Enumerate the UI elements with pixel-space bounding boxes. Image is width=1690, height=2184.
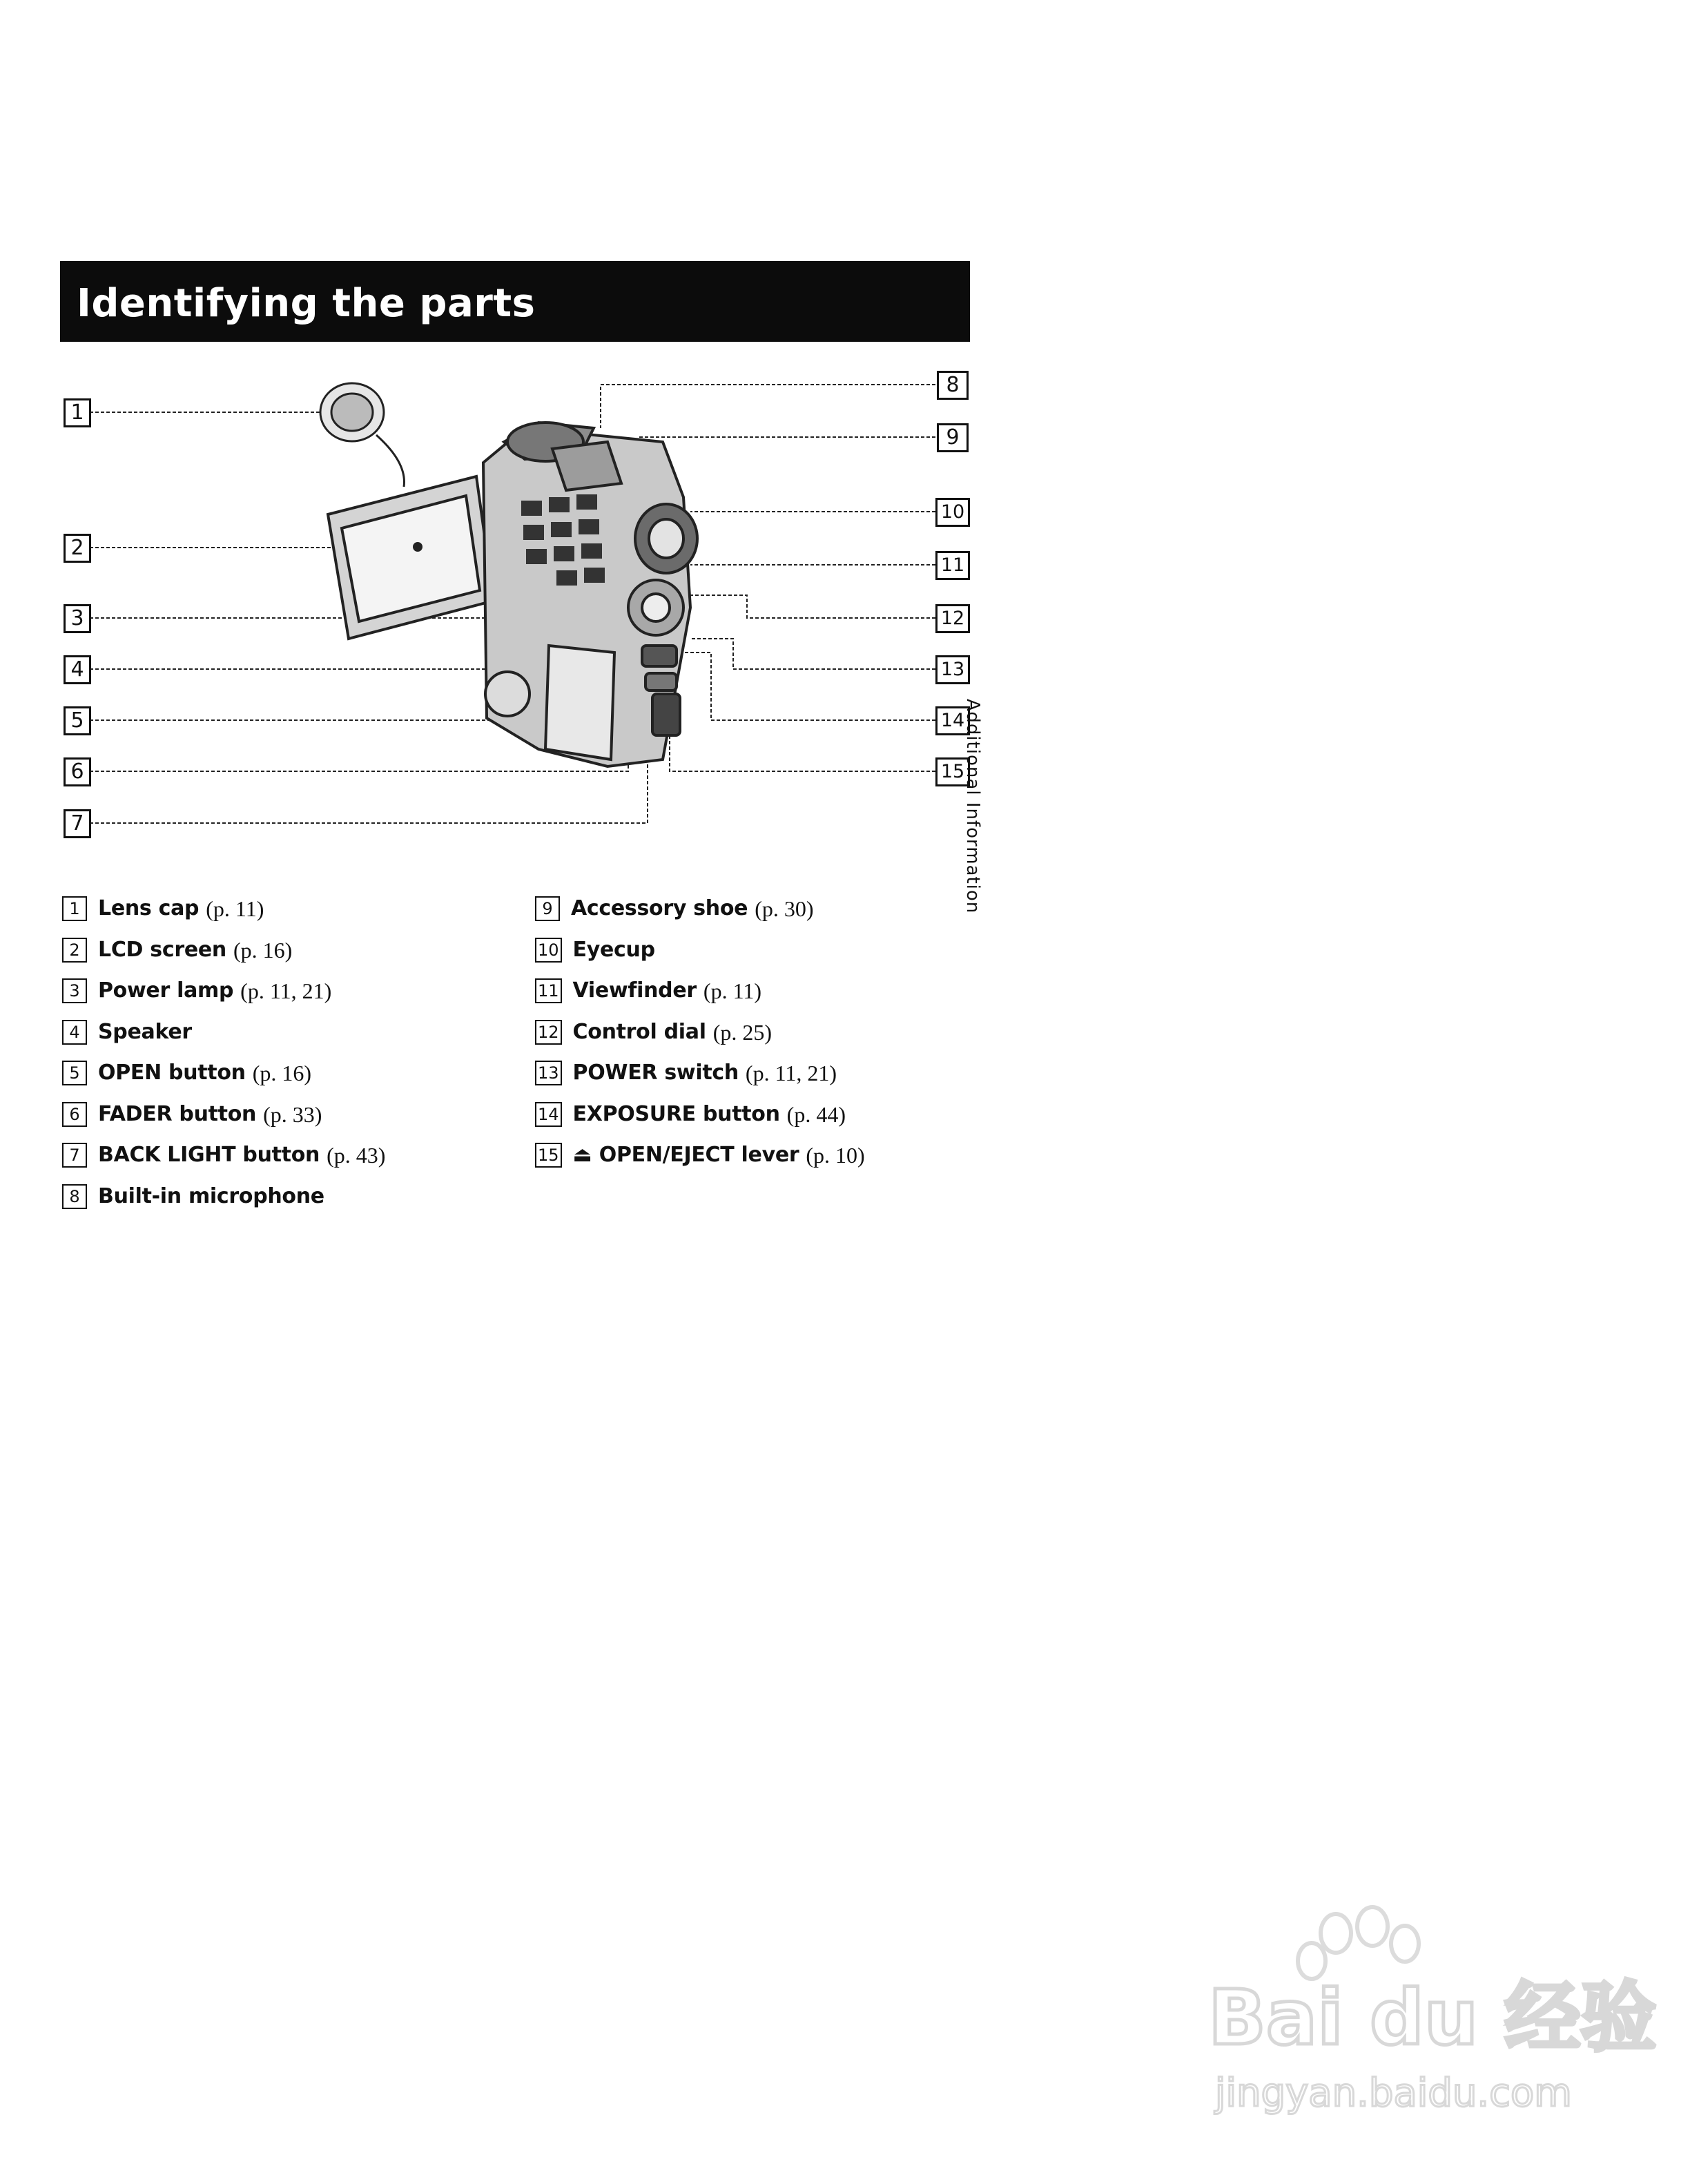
part-number: 1 [62,896,87,921]
part-name: Control dial [572,1019,706,1044]
part-name: Eyecup [572,937,655,962]
part-item [62,1183,385,1224]
part-number: 4 [62,1020,87,1045]
part-number: 5 [62,1061,87,1085]
callout-6: 6 [64,757,91,786]
part-number: 3 [62,978,87,1003]
part-item [535,977,865,1018]
part-item [62,936,385,978]
callout-12: 12 [935,604,970,633]
callout-13: 13 [935,655,970,684]
parts-list-column-1 [62,895,385,1224]
part-name: EXPOSURE button [572,1101,780,1126]
part-name: BACK LIGHT button [98,1143,320,1167]
side-section-label: Additional Information [962,699,983,914]
part-page-ref: (p. 33) [263,1101,322,1127]
part-name: Built-in microphone [98,1183,324,1208]
part-number: 15 [535,1143,562,1168]
watermark-url: jingyan.baidu.com [1215,2071,1572,2116]
part-page-ref: (p. 16) [233,937,293,963]
part-page-ref: (p. 43) [327,1143,386,1168]
baidu-watermark [1194,1906,1657,2127]
part-number: 6 [62,1102,87,1127]
part-page-ref: (p. 11, 21) [240,978,332,1003]
part-item [62,1018,385,1060]
part-item [62,977,385,1018]
part-number: 11 [535,978,562,1003]
part-item [535,1018,865,1060]
part-number: 13 [535,1061,562,1085]
page-title: Identifying the parts [77,281,536,326]
callout-11: 11 [935,551,970,580]
part-item [62,895,385,936]
part-page-ref: (p. 11) [206,896,264,921]
part-item [62,1141,385,1183]
callout-4: 4 [64,655,91,684]
callout-10: 10 [935,498,970,527]
part-name: ⏏ OPEN/EJECT lever [572,1143,799,1167]
part-number: 10 [535,938,562,963]
part-page-ref: (p. 16) [252,1061,312,1085]
part-name: Accessory shoe [571,896,748,920]
part-name: Viewfinder [572,978,697,1003]
part-item [535,895,865,936]
watermark-brand: Bai du 经验 [1208,1973,1657,2062]
part-item [62,1101,385,1142]
part-page-ref: (p. 30) [755,896,814,921]
callout-1: 1 [64,398,91,427]
callout-15: 15 [935,757,970,786]
callout-7: 7 [64,809,91,838]
part-number: 9 [535,896,560,921]
callout-9: 9 [937,423,969,452]
paw-toe-2 [1357,1907,1388,1946]
callout-5: 5 [64,706,91,735]
part-number: 14 [535,1102,562,1127]
part-item [535,1059,865,1101]
part-name: FADER button [98,1101,257,1126]
part-item [62,1059,385,1101]
part-name: Power lamp [98,978,234,1003]
part-page-ref: (p. 10) [806,1143,865,1168]
part-name: LCD screen [98,937,226,962]
callout-3: 3 [64,604,91,633]
part-page-ref: (p. 44) [786,1101,846,1127]
part-number: 8 [62,1184,87,1209]
callout-14: 14 [935,706,970,735]
part-page-ref: (p. 11) [703,978,762,1003]
part-item [535,1141,865,1183]
part-item [535,936,865,978]
paw-toe-3 [1391,1926,1419,1962]
part-number: 12 [535,1020,562,1045]
part-page-ref: (p. 11, 21) [745,1061,837,1085]
part-number: 2 [62,938,87,963]
part-name: POWER switch [572,1061,739,1085]
paw-toe-1 [1321,1914,1351,1953]
part-item [535,1101,865,1142]
callout-8: 8 [937,371,969,400]
parts-list-column-2 [535,895,865,1183]
part-name: Speaker [98,1019,192,1044]
part-name: OPEN button [98,1061,246,1085]
part-page-ref: (p. 25) [712,1019,773,1045]
callout-2: 2 [64,534,91,563]
part-name: Lens cap [98,896,200,920]
part-number: 7 [62,1143,87,1168]
